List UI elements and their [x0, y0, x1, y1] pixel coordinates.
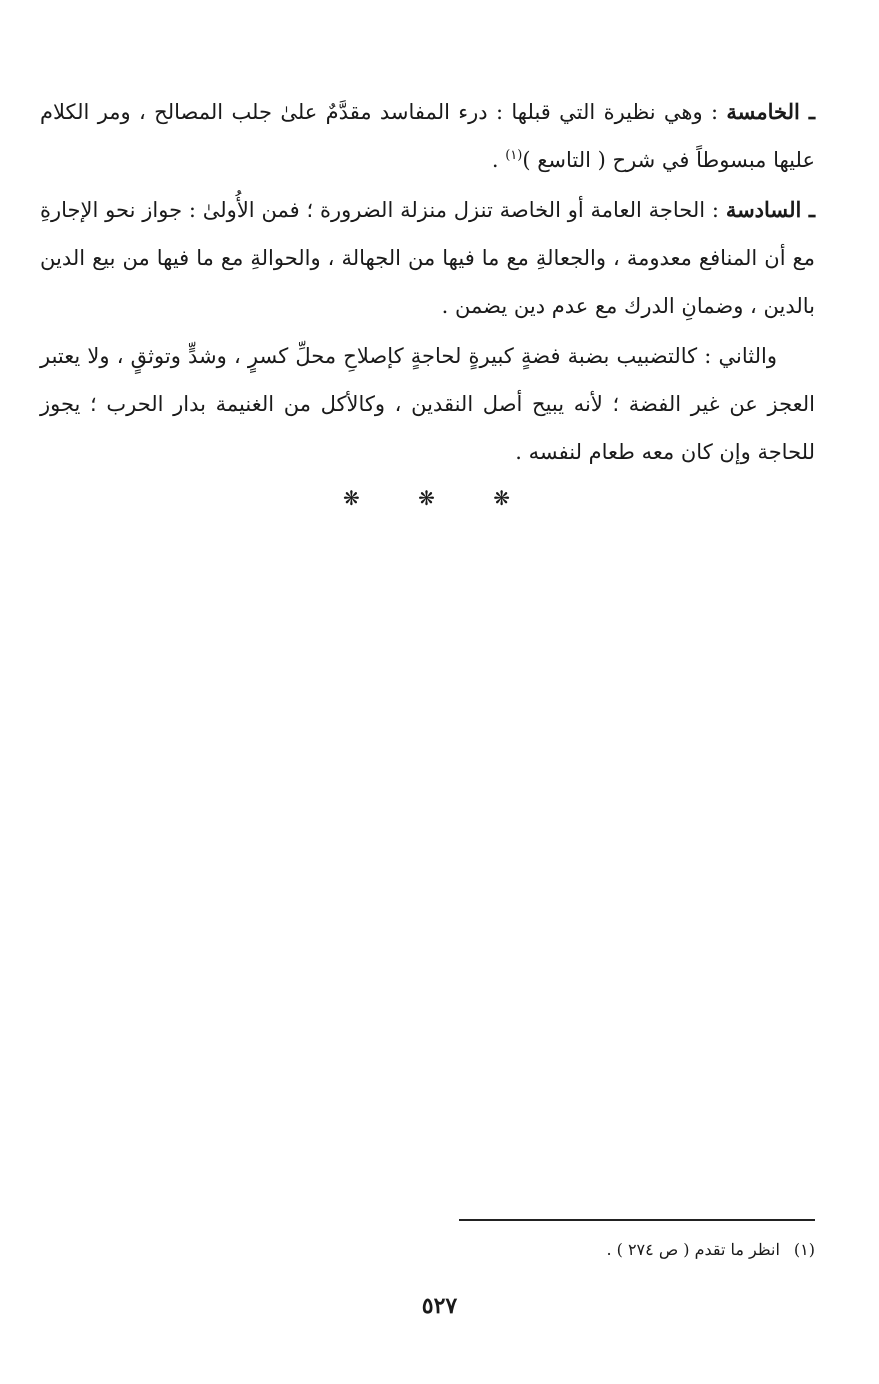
- paragraph-text: [40, 88, 815, 184]
- page-number: ٥٢٧: [421, 1293, 458, 1319]
- footnote-divider: [459, 1219, 815, 1221]
- paragraph-text: [40, 186, 815, 330]
- footnote-reference[interactable]: (١): [505, 148, 523, 163]
- paragraph-lead-term: ـ الخامسة: [726, 99, 815, 124]
- paragraph-sixth-principle: [40, 186, 815, 330]
- paragraph-text: [40, 332, 815, 476]
- paragraph-body: : وهي نظيرة التي قبلها : درء المفاسد مقدَّمٌ علىٰ جلب المصالح ، ومر الكلام عليها مبسوطاً في شرح ( التاسع ): [40, 100, 815, 172]
- paragraph-body: : الحاجة العامة أو الخاصة تنزل منزلة الضرورة ؛ فمن الأُولىٰ : جواز نحو الإجارةِ مع أن المنافع معدومة ، والجعالةِ مع ما فيها من الجهالة ، والحوالةِ مع ما فيها من بيع الدين بالدين ، وضمانِ الدرك مع عدم دين يضمن .: [40, 198, 815, 318]
- paragraph-body: والثاني : كالتضبيب بضبة فضةٍ كبيرةٍ لحاجةٍ كإصلاحِ محلِّ كسرٍ ، وشدٍّ وتوثقٍ ، ولا يعتبر العجز عن غير الفضة ؛ لأنه يبيح أصل النقدين ، وكالأكل من الغنيمة بدار الحرب ؛ يجوز للحاجة وإن كان معه طعام لنفسه .: [40, 344, 815, 464]
- paragraph-tail: .: [491, 148, 506, 172]
- footnote-text: انظر ما تقدم ( ص ٢٧٤ ) .: [606, 1240, 780, 1259]
- paragraph-fifth-principle: [40, 88, 815, 184]
- paragraph-second-example: [40, 332, 815, 476]
- footnote: [440, 1236, 815, 1264]
- section-separator-stars: ❋ ❋ ❋: [343, 486, 536, 510]
- footnote-number: (١): [793, 1240, 815, 1259]
- paragraph-lead-term: ـ السادسة: [725, 197, 816, 222]
